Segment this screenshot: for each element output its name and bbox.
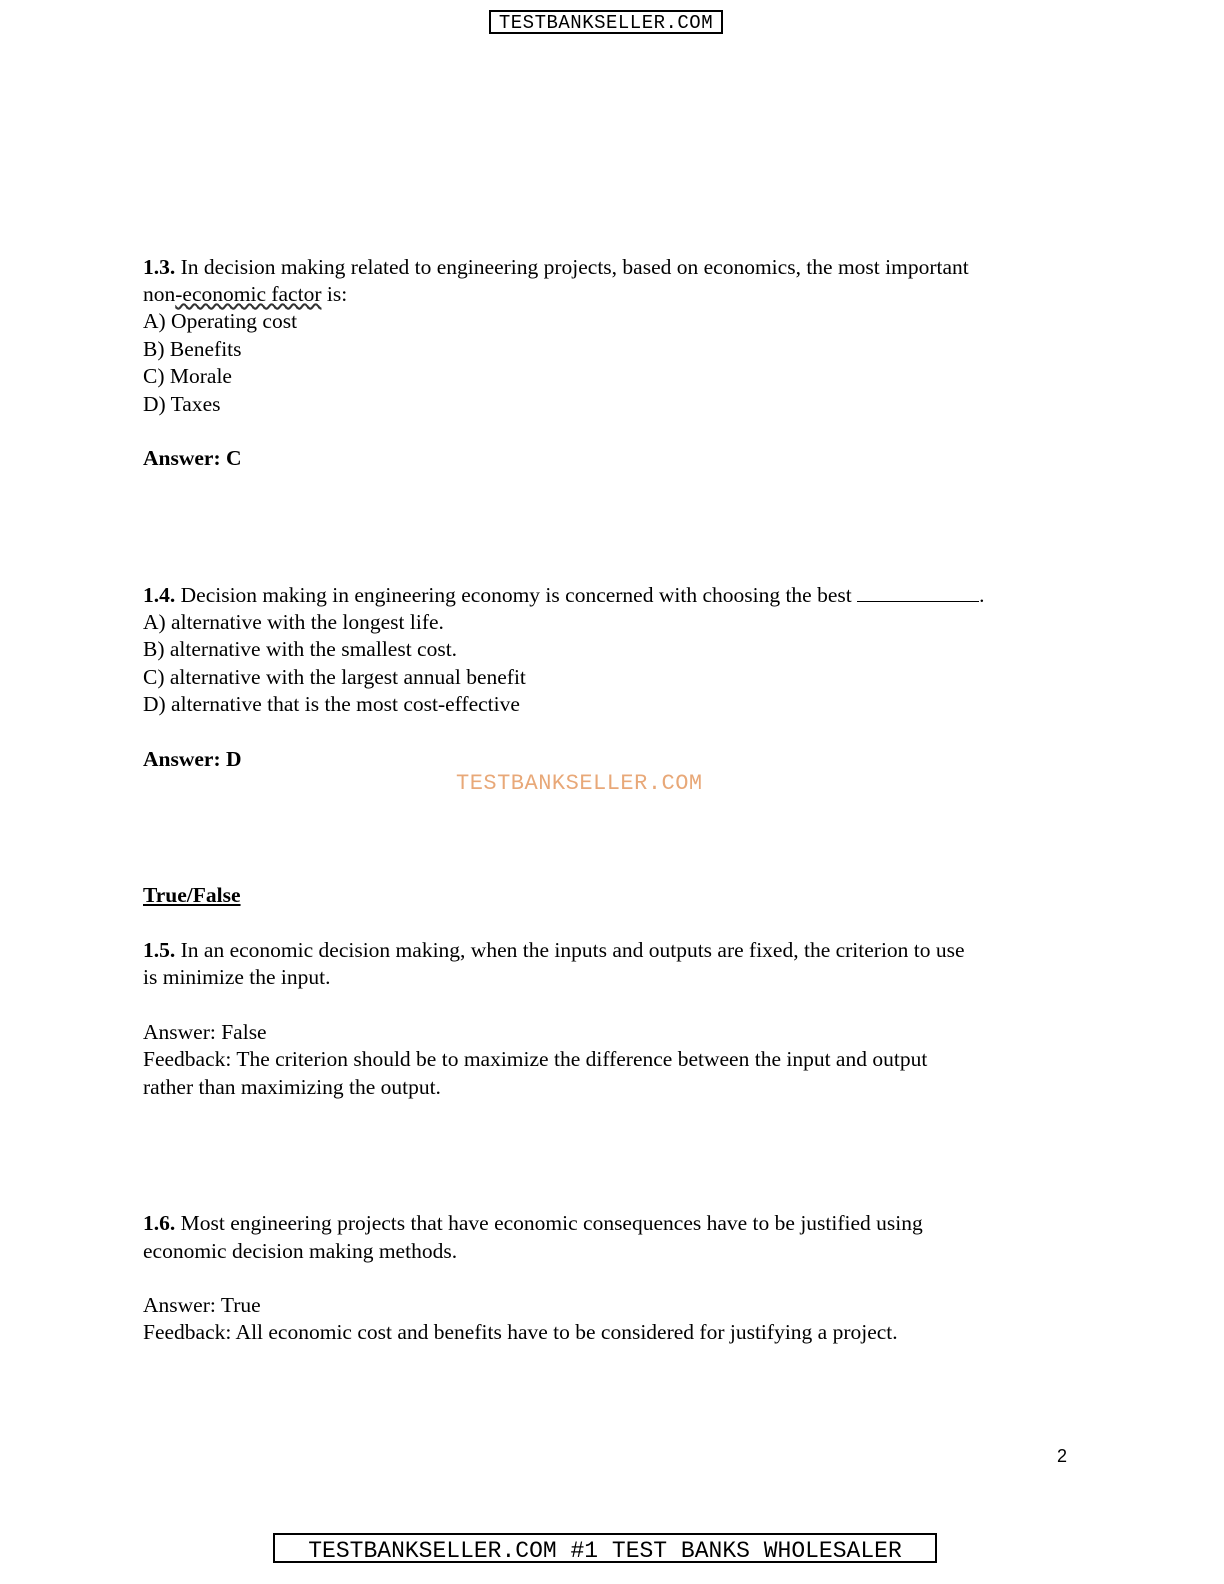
question-number: 1.4. (143, 583, 176, 607)
question-1-3-line2 (143, 281, 347, 308)
footer-banner: TESTBANKSELLER.COM #1 TEST BANKS WHOLESALER (273, 1533, 937, 1563)
page-number: 2 (1057, 1446, 1068, 1466)
question-number: 1.3. (143, 255, 176, 279)
question-text: Most engineering projects that have economic consequences have to be justified using (175, 1211, 923, 1235)
feedback-line1: Feedback: The criterion should be to maximize the difference between the input and output (143, 1047, 928, 1071)
question-text: In decision making related to engineering projects, based on economics, the most important (175, 255, 969, 279)
answer-label: Answer: False (143, 1020, 267, 1044)
question-1-5-line1 (143, 937, 965, 964)
question-1-4-line1 (143, 582, 984, 609)
question-number: 1.5. (143, 938, 176, 962)
option-a: A) Operating cost (143, 309, 298, 333)
option-c: C) alternative with the largest annual benefit (143, 665, 526, 689)
feedback-line2: rather than maximizing the output. (143, 1075, 441, 1099)
question-1-3-line1 (143, 254, 969, 281)
question-1-6-line1 (143, 1210, 923, 1237)
question-1-6-line2: economic decision making methods. (143, 1239, 458, 1263)
question-text: In an economic decision making, when the inputs and outputs are fixed, the criterion to use (175, 938, 965, 962)
answer-label: Answer: C (143, 446, 242, 470)
question-text: . (979, 583, 985, 607)
option-c: C) Morale (143, 364, 232, 388)
feedback-line1: Feedback: All economic cost and benefits have to be considered for justifying a project. (143, 1320, 898, 1344)
watermark-text: TESTBANKSELLER.COM (456, 771, 703, 796)
spellcheck-underlined-text: -economic factor (175, 282, 322, 306)
question-text: Decision making in engineering economy is concerned with choosing the best (175, 583, 852, 607)
option-b: B) alternative with the smallest cost. (143, 637, 458, 661)
answer-label: Answer: D (143, 747, 242, 771)
question-1-5-line2: is minimize the input. (143, 965, 331, 989)
question-text: is: (321, 282, 348, 306)
option-d: D) alternative that is the most cost-effective (143, 692, 520, 716)
question-text: non (143, 282, 176, 306)
header-banner: TESTBANKSELLER.COM (489, 10, 723, 34)
option-b: B) Benefits (143, 337, 242, 361)
option-a: A) alternative with the longest life. (143, 610, 444, 634)
fill-in-blank (857, 583, 979, 602)
section-title: True/False (143, 883, 241, 907)
question-number: 1.6. (143, 1211, 176, 1235)
option-d: D) Taxes (143, 392, 221, 416)
answer-label: Answer: True (143, 1293, 261, 1317)
